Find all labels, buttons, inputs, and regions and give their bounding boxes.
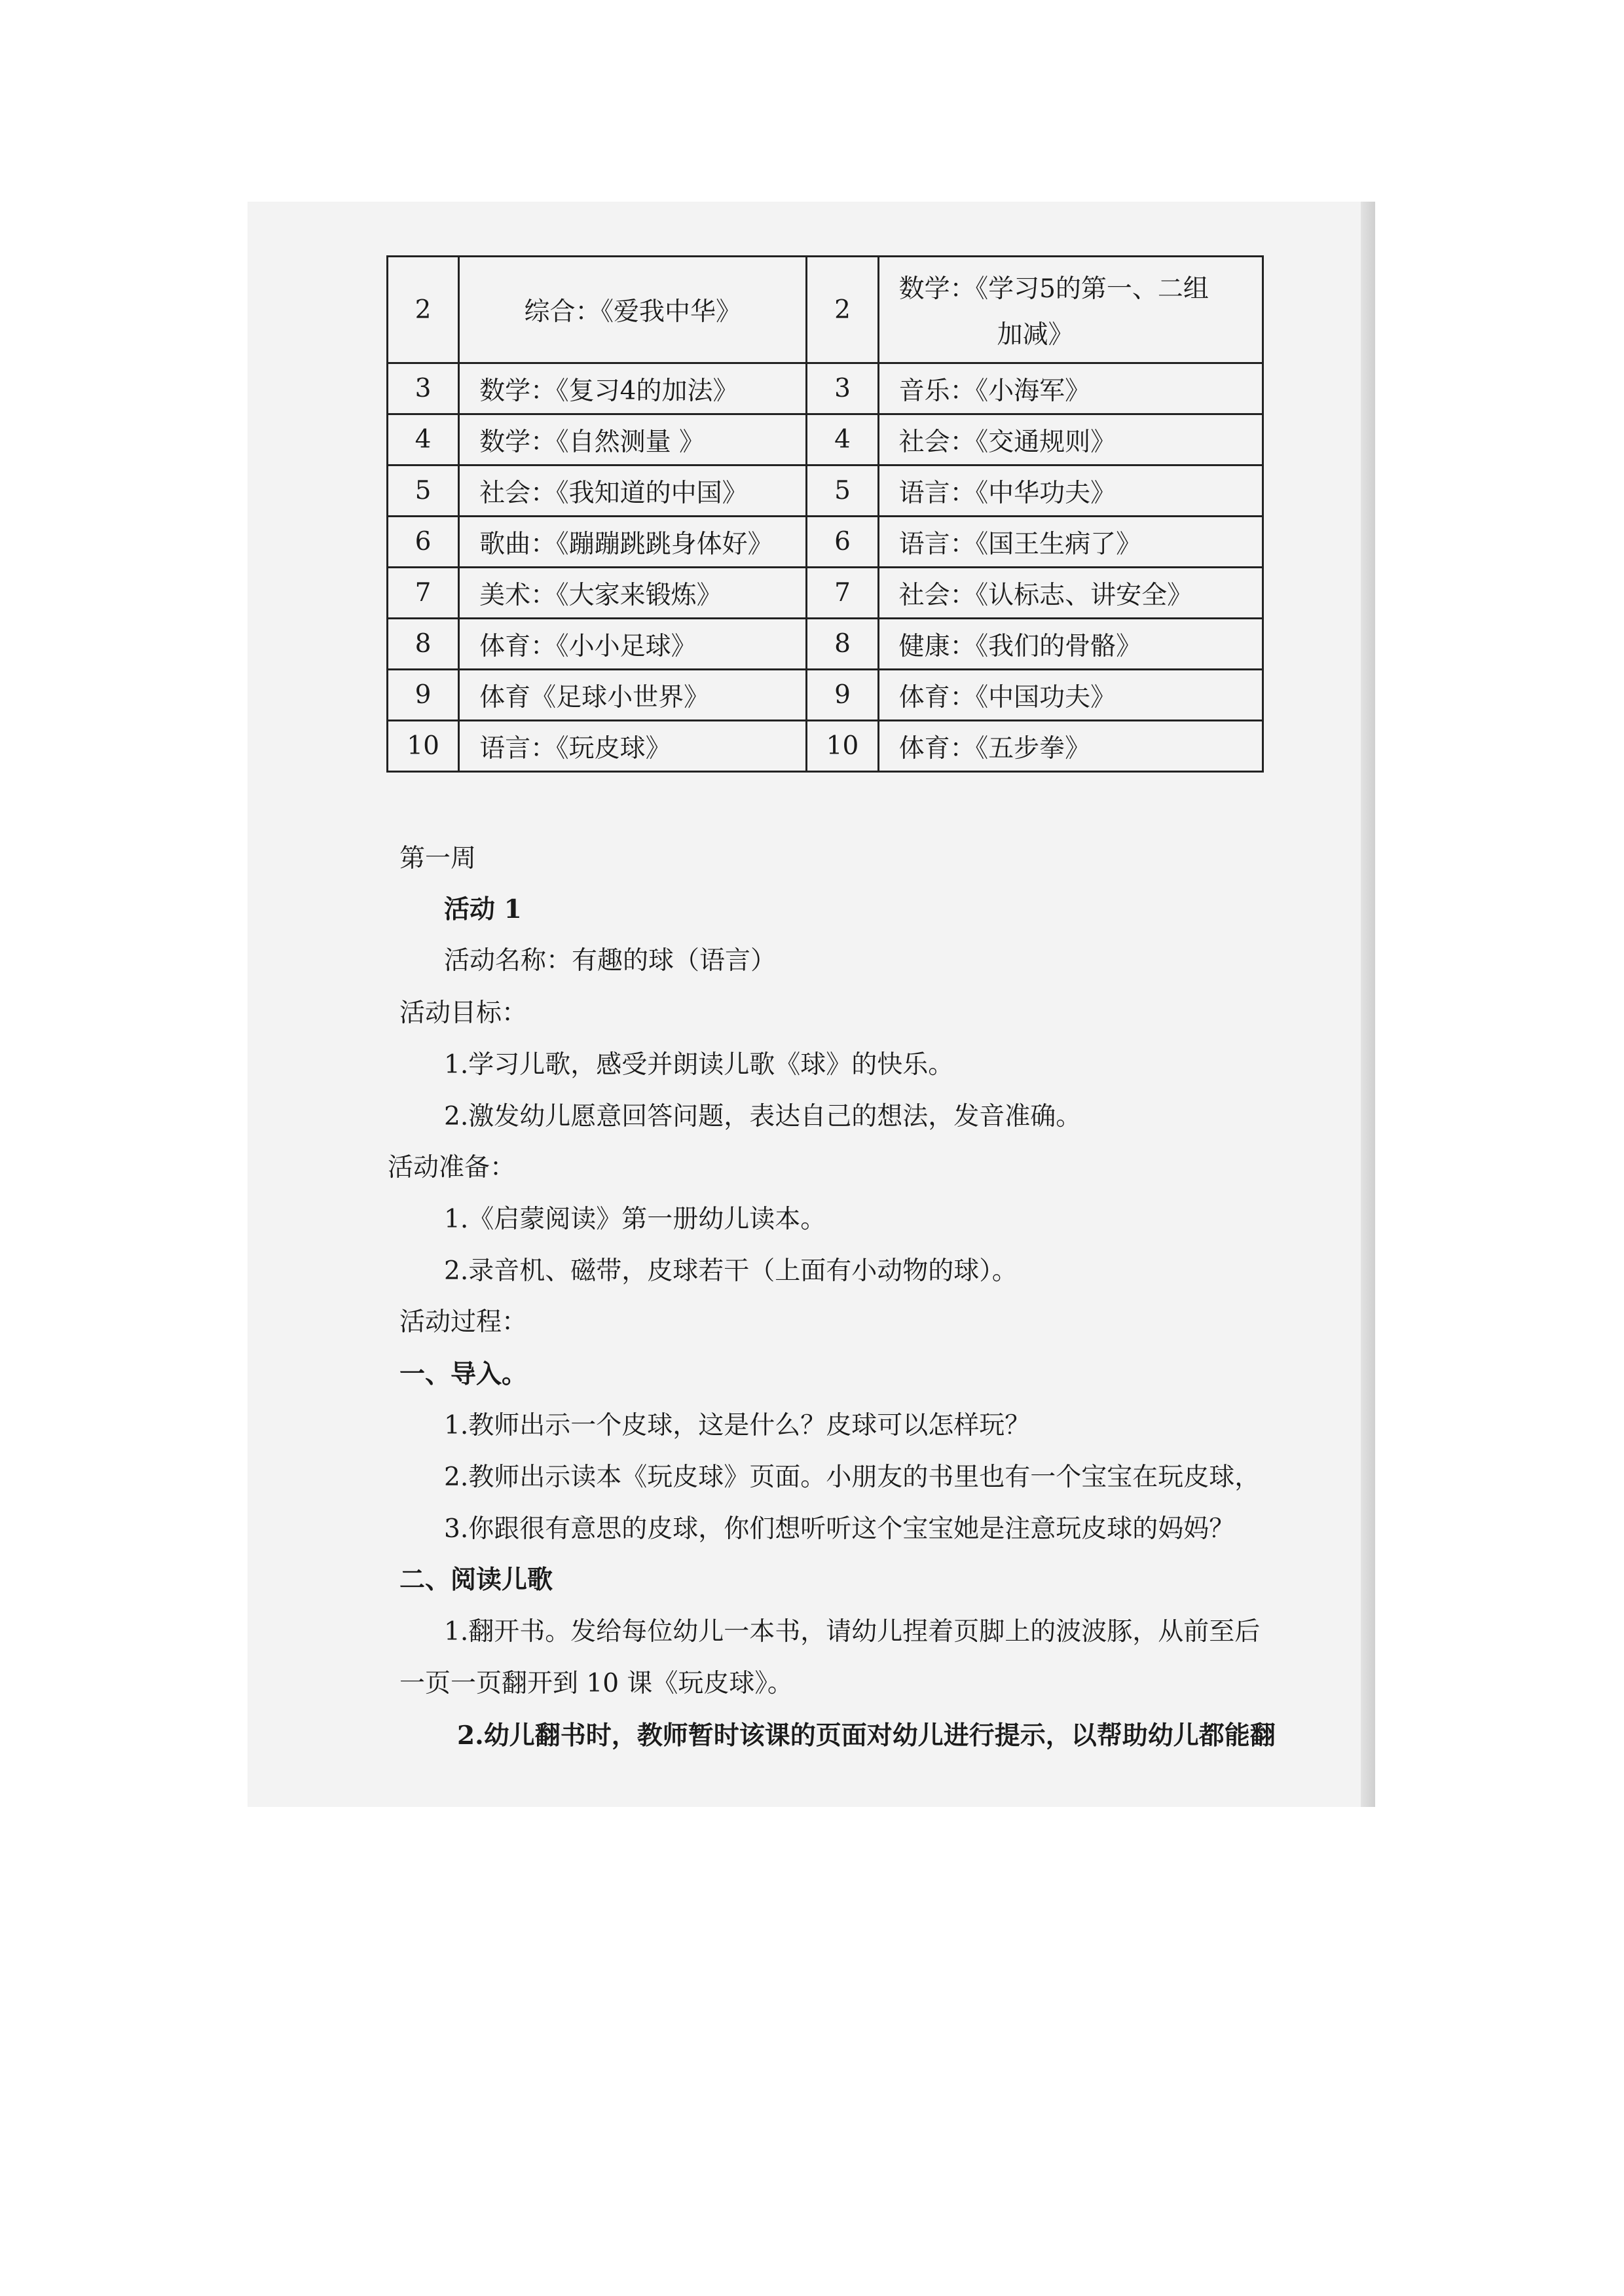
table-row <box>388 257 1263 363</box>
process-item: 2.教师出示读本《玩皮球》页面。小朋友的书里也有一个宝宝在玩皮球， <box>444 1463 1261 1492</box>
right-number: 10 <box>807 721 878 772</box>
right-number: 2 <box>807 257 878 363</box>
left-activity: 美术：《大家来锻炼》 <box>459 568 807 619</box>
right-number: 6 <box>807 517 878 568</box>
goal-item: 2.激发幼儿愿意回答问题，表达自己的想法，发音准确。 <box>444 1102 1082 1131</box>
right-number: 9 <box>807 670 878 721</box>
scan-edge-shadow <box>1361 202 1375 1807</box>
left-number: 10 <box>388 721 459 772</box>
left-activity: 综合：《爱我中华》 <box>459 257 807 363</box>
section-heading: 一、导入。 <box>399 1359 528 1389</box>
right-number: 4 <box>807 414 878 465</box>
table-row <box>388 670 1263 721</box>
prep-heading: 活动准备： <box>388 1153 516 1182</box>
table-row <box>388 619 1263 670</box>
left-activity: 数学：《复习4的加法》 <box>459 363 807 414</box>
right-activity-line1: 数学：《学习5的第一、二组 <box>898 274 1209 304</box>
week-heading: 第一周 <box>399 844 477 873</box>
right-activity: 体育：《中国功夫》 <box>878 670 1263 721</box>
left-activity: 体育：《小小足球》 <box>459 619 807 670</box>
left-activity: 歌曲：《蹦蹦跳跳身体好》 <box>459 517 807 568</box>
left-number: 9 <box>388 670 459 721</box>
process-heading: 活动过程： <box>399 1307 528 1337</box>
goals-heading: 活动目标： <box>399 998 528 1028</box>
left-number: 7 <box>388 568 459 619</box>
left-number: 5 <box>388 465 459 517</box>
activity-name: 活动名称：有趣的球（语言） <box>444 946 777 975</box>
process-item: 1.翻开书。发给每位幼儿一本书，请幼儿捏着页脚上的波波豚，从前至后 <box>444 1617 1261 1647</box>
table-row <box>388 721 1263 772</box>
right-activity: 社会：《认标志、讲安全》 <box>878 568 1263 619</box>
right-number: 3 <box>807 363 878 414</box>
right-activity-line2: 加减》 <box>997 320 1074 350</box>
left-activity: 语言：《玩皮球》 <box>459 721 807 772</box>
right-activity: 体育：《五步拳》 <box>878 721 1263 772</box>
table-row <box>388 568 1263 619</box>
left-activity: 数学：《自然测量 》 <box>459 414 807 465</box>
section-heading: 二、阅读儿歌 <box>399 1565 553 1595</box>
right-activity: 语言：《国王生病了》 <box>878 517 1263 568</box>
right-activity: 音乐：《小海军》 <box>878 363 1263 414</box>
left-number: 4 <box>388 414 459 465</box>
table-row <box>388 414 1263 465</box>
schedule-table <box>386 255 1264 773</box>
process-item: 2.幼儿翻书时，教师暂时该课的页面对幼儿进行提示，以帮助幼儿都能翻 <box>457 1721 1276 1751</box>
goal-item: 1.学习儿歌，感受并朗读儿歌《球》的快乐。 <box>444 1050 954 1080</box>
right-activity: 社会：《交通规则》 <box>878 414 1263 465</box>
right-activity <box>878 257 1263 363</box>
left-activity: 体育《足球小世界》 <box>459 670 807 721</box>
table-row <box>388 465 1263 517</box>
left-number: 3 <box>388 363 459 414</box>
table-row <box>388 363 1263 414</box>
left-number: 2 <box>388 257 459 363</box>
right-activity: 语言：《中华功夫》 <box>878 465 1263 517</box>
right-number: 7 <box>807 568 878 619</box>
table-row <box>388 517 1263 568</box>
left-activity: 社会：《我知道的中国》 <box>459 465 807 517</box>
right-number: 8 <box>807 619 878 670</box>
right-number: 5 <box>807 465 878 517</box>
process-item: 1.教师出示一个皮球，这是什么？皮球可以怎样玩？ <box>444 1411 1031 1440</box>
prep-item: 2.录音机、磁带，皮球若干（上面有小动物的球）。 <box>444 1256 1018 1286</box>
prep-item: 1.《启蒙阅读》第一册幼儿读本。 <box>444 1205 826 1234</box>
activity-number: 活动 1 <box>444 894 522 924</box>
process-item: 3.你跟很有意思的皮球，你们想听听这个宝宝她是注意玩皮球的妈妈？ <box>444 1514 1235 1544</box>
left-number: 8 <box>388 619 459 670</box>
process-item-continued: 一页一页翻开到 10 课《玩皮球》。 <box>399 1669 793 1698</box>
right-activity: 健康：《我们的骨骼》 <box>878 619 1263 670</box>
left-number: 6 <box>388 517 459 568</box>
